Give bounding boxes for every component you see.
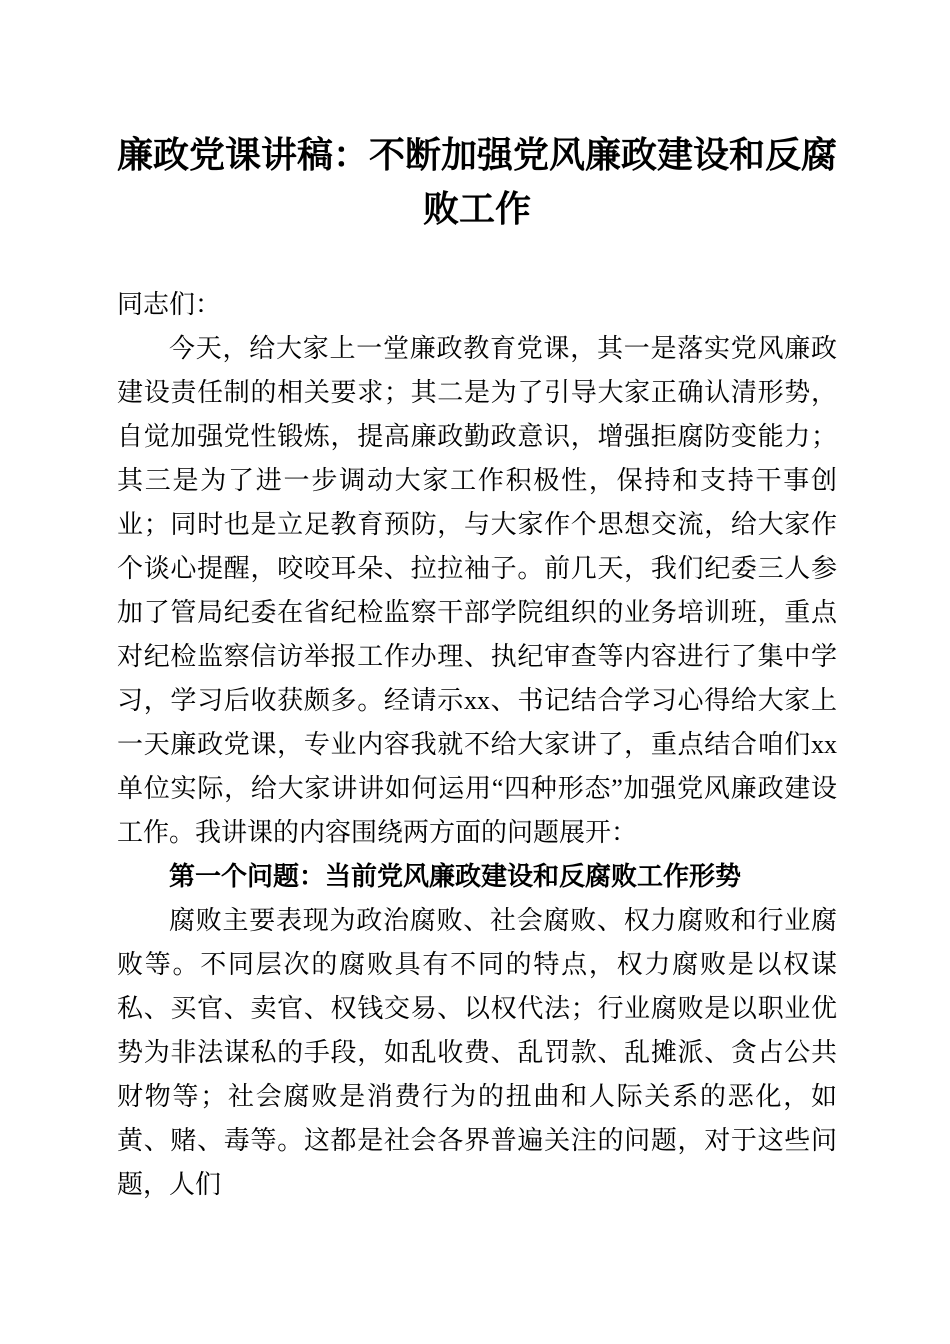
paragraph-section-heading: 第一个问题：当前党风廉政建设和反腐败工作形势 <box>169 862 742 891</box>
document-body <box>117 283 837 1207</box>
paragraph-salutation: 同志们： <box>117 290 222 319</box>
paragraph-corruption-forms: 腐败主要表现为政治腐败、社会腐败、权力腐败和行业腐败等。不同层次的腐败具有不同的特点，权力腐败是以权谋私、买官、卖官、权钱交易、以权代法；行业腐败是以职业优势为非法谋私的手段，如乱收费、乱罚款、乱摊派、贪占公共财物等；社会腐败是消费行为的扭曲和人际关系的恶化，如黄、赌、毒等。这都是社会各界普遍关注的问题，对于这些问题，人们 <box>117 906 837 1199</box>
paragraph-intro: 今天，给大家上一堂廉政教育党课，其一是落实党风廉政建设责任制的相关要求；其二是为了引导大家正确认清形势，自觉加强党性锻炼，提高廉政勤政意识，增强拒腐防变能力；其三是为了进一步调动大家工作积极性，保持和支持干事创业；同时也是立足教育预防，与大家作个思想交流，给大家作个谈心提醒，咬咬耳朵、拉拉袖子。前几天，我们纪委三人参加了管局纪委在省纪检监察干部学院组织的业务培训班，重点对纪检监察信访举报工作办理、执纪审查等内容进行了集中学习，学习后收获颇多。经请示xx、书记结合学习心得给大家上一天廉政党课，专业内容我就不给大家讲了，重点结合咱们xx单位实际，给大家讲讲如何运用“四种形态”加强党风廉政建设工作。我讲课的内容围绕两方面的问题展开： <box>117 334 837 847</box>
document-title: 廉政党课讲稿：不断加强党风廉政建设和反腐败工作 <box>117 135 838 229</box>
